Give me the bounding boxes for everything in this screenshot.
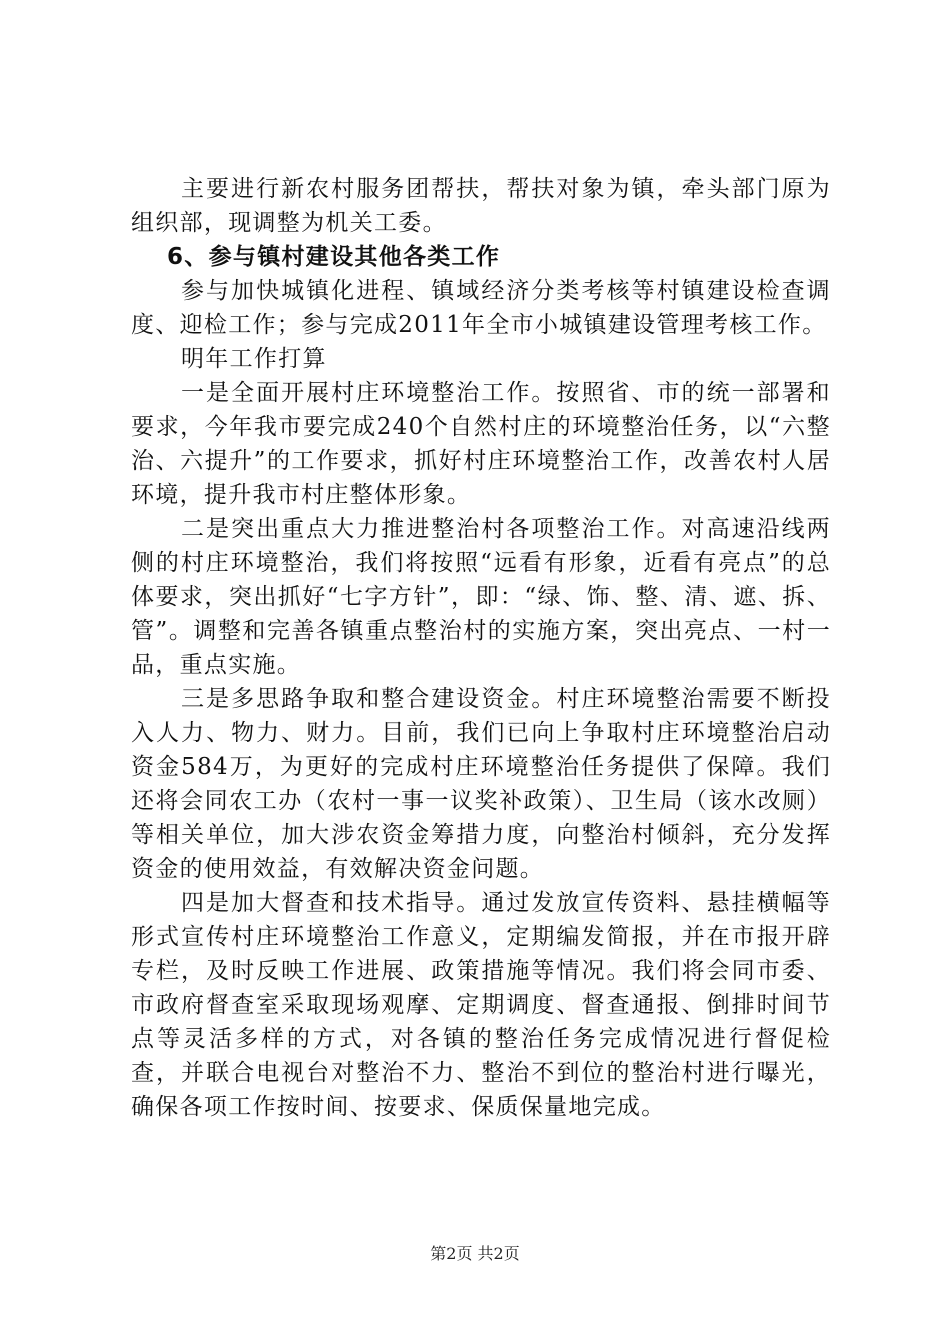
paragraph-next-year-plan: 明年工作打算 [181,346,327,372]
paragraph-plan-two: 二是突出重点大力推进整治村各项整治工作。对高速沿线两侧的村庄环境整治，我们将按照“远看有形象，近看有亮点”的总体要求，突出抓好“七字方针”，即：“绿、饰、整、清、遮、拆、管”。调整和完善各镇重点整治村的实施方案，突出亮点、一村一品，重点实施。 [131,516,831,678]
paragraph-service-team: 主要进行新农村服务团帮扶，帮扶对象为镇，牵头部门原为组织部，现调整为机关工委。 [131,176,831,236]
paragraph-town-construction: 参与加快城镇化进程、镇域经济分类考核等村镇建设检查调度、迎检工作；参与完成2011年全市小城镇建设管理考核工作。 [131,278,831,338]
paragraph-plan-one: 一是全面开展村庄环境整治工作。按照省、市的统一部署和要求，今年我市要完成240个自然村庄的环境整治任务，以“六整治、六提升”的工作要求，抓好村庄环境整治工作，改善农村人居环境，提升我市村庄整体形象。 [131,380,831,508]
paragraph-plan-four: 四是加大督查和技术指导。通过发放宣传资料、悬挂横幅等形式宣传村庄环境整治工作意义，定期编发简报，并在市报开辟专栏，及时反映工作进展、政策措施等情况。我们将会同市委、市政府督查室采取现场观摩、定期调度、督查通报、倒排时间节点等灵活多样的方式，对各镇的整治任务完成情况进行督促检查，并联合电视台对整治不力、整治不到位的整治村进行曝光，确保各项工作按时间、按要求、保质保量地完成。 [131,890,831,1120]
paragraph-plan-three: 三是多思路争取和整合建设资金。村庄环境整治需要不断投入人力、物力、财力。目前，我们已向上争取村庄环境整治启动资金584万，为更好的完成村庄环境整治任务提供了保障。我们还将会同农工办（农村一事一议奖补政策）、卫生局（该水改厕）等相关单位，加大涉农资金筹措力度，向整治村倾斜，充分发挥资金的使用效益，有效解决资金问题。 [131,686,831,882]
document-body [131,172,831,1124]
section-heading: 6、参与镇村建设其他各类工作 [167,244,501,270]
page-footer: 第2页 共2页 [430,1244,520,1263]
